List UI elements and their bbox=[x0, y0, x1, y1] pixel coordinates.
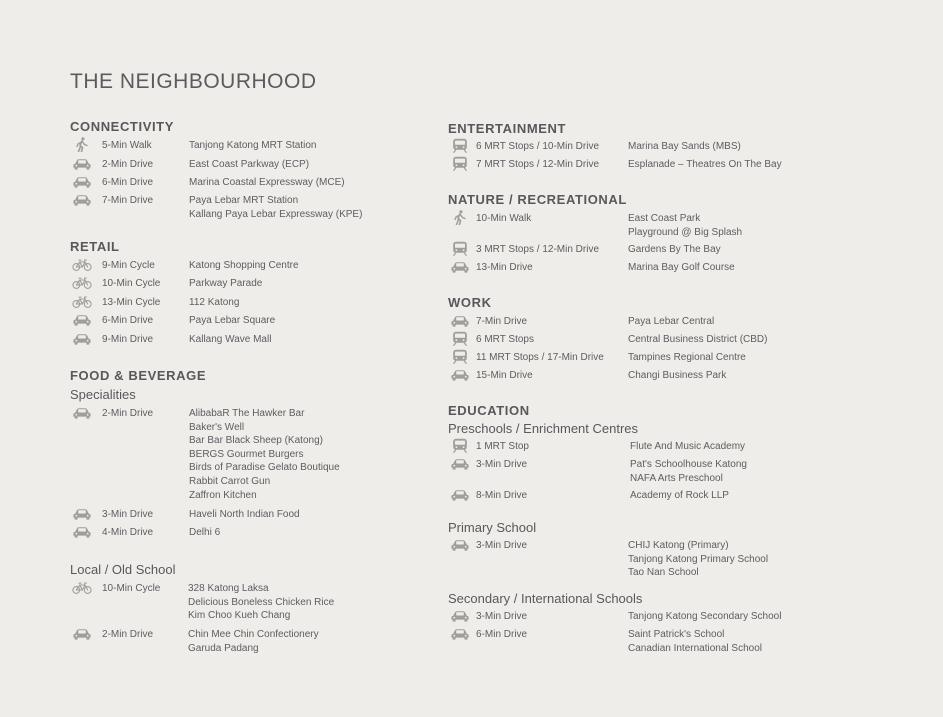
car-icon bbox=[450, 537, 470, 552]
travel-time: 1 MRT Stop bbox=[476, 441, 529, 452]
car-icon bbox=[72, 156, 92, 171]
bicycle-icon bbox=[72, 294, 92, 309]
destination-name: Esplanade – Theatres On The Bay bbox=[628, 159, 782, 170]
destination-list bbox=[628, 351, 746, 365]
destination-name: Haveli North Indian Food bbox=[189, 509, 300, 520]
destination-list bbox=[628, 315, 714, 329]
section-heading-retail: RETAIL bbox=[70, 239, 120, 254]
car-icon bbox=[72, 506, 92, 521]
car-icon bbox=[450, 367, 470, 382]
travel-time: 10-Min Cycle bbox=[102, 278, 161, 289]
page-title: THE NEIGHBOURHOOD bbox=[70, 70, 317, 93]
car-icon bbox=[72, 312, 92, 327]
destination-name: CHIJ Katong (Primary) bbox=[628, 540, 729, 551]
travel-time: 6-Min Drive bbox=[102, 315, 154, 326]
train-icon bbox=[450, 349, 470, 364]
destination-name: Gardens By The Bay bbox=[628, 244, 721, 255]
destination-list bbox=[189, 333, 271, 347]
train-icon bbox=[450, 138, 470, 153]
travel-time: 7-Min Drive bbox=[476, 316, 528, 327]
car-icon bbox=[450, 313, 470, 328]
destination-list bbox=[189, 296, 239, 310]
section-heading-nature: NATURE / RECREATIONAL bbox=[448, 192, 627, 207]
destination-name: Tanjong Katong Secondary School bbox=[628, 611, 782, 622]
travel-time: 3-Min Drive bbox=[476, 611, 528, 622]
car-icon bbox=[450, 608, 470, 623]
subheading-preschools: Preschools / Enrichment Centres bbox=[448, 421, 639, 436]
section-heading-entertainment: ENTERTAINMENT bbox=[448, 121, 567, 136]
subheading-local-old-school: Local / Old School bbox=[70, 562, 176, 577]
destination-name: NAFA Arts Preschool bbox=[630, 472, 723, 484]
walk-icon bbox=[72, 137, 92, 152]
travel-time: 9-Min Drive bbox=[102, 334, 154, 345]
travel-time: 9-Min Cycle bbox=[102, 260, 155, 271]
destination-name: Tanjong Katong MRT Station bbox=[189, 140, 317, 151]
car-icon bbox=[450, 487, 470, 502]
travel-time: 4-Min Drive bbox=[102, 527, 154, 538]
destination-list bbox=[630, 458, 747, 485]
destination-list bbox=[628, 610, 781, 624]
travel-time: 15-Min Drive bbox=[476, 370, 533, 381]
destination-list bbox=[189, 508, 300, 522]
destination-list bbox=[628, 333, 767, 347]
destination-list bbox=[628, 158, 782, 172]
car-icon bbox=[72, 331, 92, 346]
destination-list bbox=[628, 628, 762, 655]
train-icon bbox=[450, 241, 470, 256]
train-icon bbox=[450, 438, 470, 453]
destination-list bbox=[189, 139, 317, 153]
destination-name: Rabbit Carrot Gun bbox=[189, 475, 271, 487]
destination-name: Marina Bay Sands (MBS) bbox=[628, 141, 741, 152]
destination-name: Saint Patrick's School bbox=[628, 629, 725, 640]
destination-name: Kim Choo Kueh Chang bbox=[188, 610, 291, 622]
car-icon bbox=[450, 259, 470, 274]
destination-list bbox=[189, 176, 345, 190]
destination-name: BERGS Gourmet Burgers bbox=[189, 448, 304, 460]
destination-list bbox=[628, 539, 768, 580]
travel-time: 5-Min Walk bbox=[102, 140, 152, 151]
destination-list bbox=[189, 259, 299, 273]
destination-list bbox=[189, 407, 340, 502]
travel-time: 7 MRT Stops / 12-Min Drive bbox=[476, 159, 600, 170]
train-icon bbox=[450, 331, 470, 346]
bicycle-icon bbox=[72, 580, 92, 595]
destination-name: 328 Katong Laksa bbox=[188, 583, 269, 594]
destination-name: Canadian International School bbox=[628, 642, 762, 654]
travel-time: 3-Min Drive bbox=[476, 459, 528, 470]
travel-time: 10-Min Walk bbox=[476, 213, 532, 224]
destination-name: Kallang Paya Lebar Expressway (KPE) bbox=[189, 208, 363, 220]
travel-time: 2-Min Drive bbox=[102, 629, 154, 640]
destination-list bbox=[188, 628, 319, 655]
destination-name: Bar Bar Black Sheep (Katong) bbox=[189, 435, 323, 447]
travel-time: 6 MRT Stops / 10-Min Drive bbox=[476, 141, 600, 152]
destination-list bbox=[630, 489, 729, 503]
destination-list bbox=[628, 243, 721, 257]
car-icon bbox=[72, 626, 92, 641]
destination-list bbox=[628, 261, 735, 275]
destination-name: Katong Shopping Centre bbox=[189, 260, 299, 271]
destination-name: Paya Lebar MRT Station bbox=[189, 195, 299, 206]
travel-time: 2-Min Drive bbox=[102, 159, 154, 170]
train-icon bbox=[450, 156, 470, 171]
destination-name: Delhi 6 bbox=[189, 527, 221, 538]
destination-list bbox=[189, 314, 275, 328]
subheading-primary-school: Primary School bbox=[448, 520, 537, 535]
destination-list bbox=[189, 526, 220, 540]
car-icon bbox=[72, 174, 92, 189]
destination-name: Academy of Rock LLP bbox=[630, 490, 729, 501]
destination-list bbox=[628, 140, 741, 154]
travel-time: 6 MRT Stops bbox=[476, 334, 534, 345]
travel-time: 10-Min Cycle bbox=[102, 583, 161, 594]
section-heading-food-beverage: FOOD & BEVERAGE bbox=[70, 368, 207, 383]
car-icon bbox=[450, 456, 470, 471]
destination-name: Tampines Regional Centre bbox=[628, 352, 746, 363]
destination-name: East Coast Park bbox=[628, 213, 701, 224]
travel-time: 6-Min Drive bbox=[476, 629, 528, 640]
destination-list bbox=[630, 440, 745, 454]
travel-time: 8-Min Drive bbox=[476, 490, 528, 501]
destination-name: Tao Nan School bbox=[628, 567, 699, 579]
destination-name: Central Business District (CBD) bbox=[628, 334, 768, 345]
destination-name: Playground @ Big Splash bbox=[628, 226, 743, 238]
destination-name: Tanjong Katong Primary School bbox=[628, 553, 769, 565]
destination-name: 112 Katong bbox=[189, 297, 240, 308]
destination-list bbox=[628, 369, 726, 383]
travel-time: 13-Min Cycle bbox=[102, 297, 161, 308]
destination-name: Paya Lebar Central bbox=[628, 316, 715, 327]
destination-name: Flute And Music Academy bbox=[630, 441, 746, 452]
destination-list bbox=[188, 582, 334, 623]
travel-time: 6-Min Drive bbox=[102, 177, 154, 188]
walk-icon bbox=[450, 210, 470, 225]
travel-time: 7-Min Drive bbox=[102, 195, 154, 206]
destination-list bbox=[189, 158, 309, 172]
travel-time: 3-Min Drive bbox=[102, 509, 154, 520]
destination-name: Paya Lebar Square bbox=[189, 315, 276, 326]
destination-name: Baker's Well bbox=[189, 421, 245, 433]
subheading-specialities: Specialities bbox=[70, 387, 136, 402]
travel-time: 3 MRT Stops / 12-Min Drive bbox=[476, 244, 600, 255]
destination-name: Parkway Parade bbox=[189, 278, 263, 289]
car-icon bbox=[450, 626, 470, 641]
bicycle-icon bbox=[72, 257, 92, 272]
travel-time: 11 MRT Stops / 17-Min Drive bbox=[476, 352, 604, 363]
car-icon bbox=[72, 192, 92, 207]
destination-name: Garuda Padang bbox=[188, 642, 259, 654]
destination-name: AlibabaR The Hawker Bar bbox=[189, 408, 305, 419]
destination-name: Marina Bay Golf Course bbox=[628, 262, 735, 273]
destination-name: Delicious Boneless Chicken Rice bbox=[188, 596, 335, 608]
section-heading-work: WORK bbox=[448, 295, 492, 310]
section-heading-connectivity: CONNECTIVITY bbox=[70, 119, 174, 134]
subheading-secondary-schools: Secondary / International Schools bbox=[448, 591, 643, 606]
car-icon bbox=[72, 524, 92, 539]
destination-name: Kallang Wave Mall bbox=[189, 334, 272, 345]
destination-list bbox=[189, 194, 362, 221]
destination-name: Zaffron Kitchen bbox=[189, 489, 257, 501]
travel-time: 13-Min Drive bbox=[476, 262, 533, 273]
destination-name: Pat's Schoolhouse Katong bbox=[630, 459, 747, 470]
section-heading-education: EDUCATION bbox=[448, 403, 530, 418]
destination-name: Birds of Paradise Gelato Boutique bbox=[189, 462, 340, 474]
destination-name: East Coast Parkway (ECP) bbox=[189, 159, 310, 170]
travel-time: 2-Min Drive bbox=[102, 408, 154, 419]
car-icon bbox=[72, 405, 92, 420]
bicycle-icon bbox=[72, 275, 92, 290]
destination-name: Chin Mee Chin Confectionery bbox=[188, 629, 319, 640]
destination-name: Marina Coastal Expressway (MCE) bbox=[189, 177, 345, 188]
destination-list bbox=[189, 277, 262, 291]
destination-list bbox=[628, 212, 742, 239]
travel-time: 3-Min Drive bbox=[476, 540, 528, 551]
destination-name: Changi Business Park bbox=[628, 370, 727, 381]
